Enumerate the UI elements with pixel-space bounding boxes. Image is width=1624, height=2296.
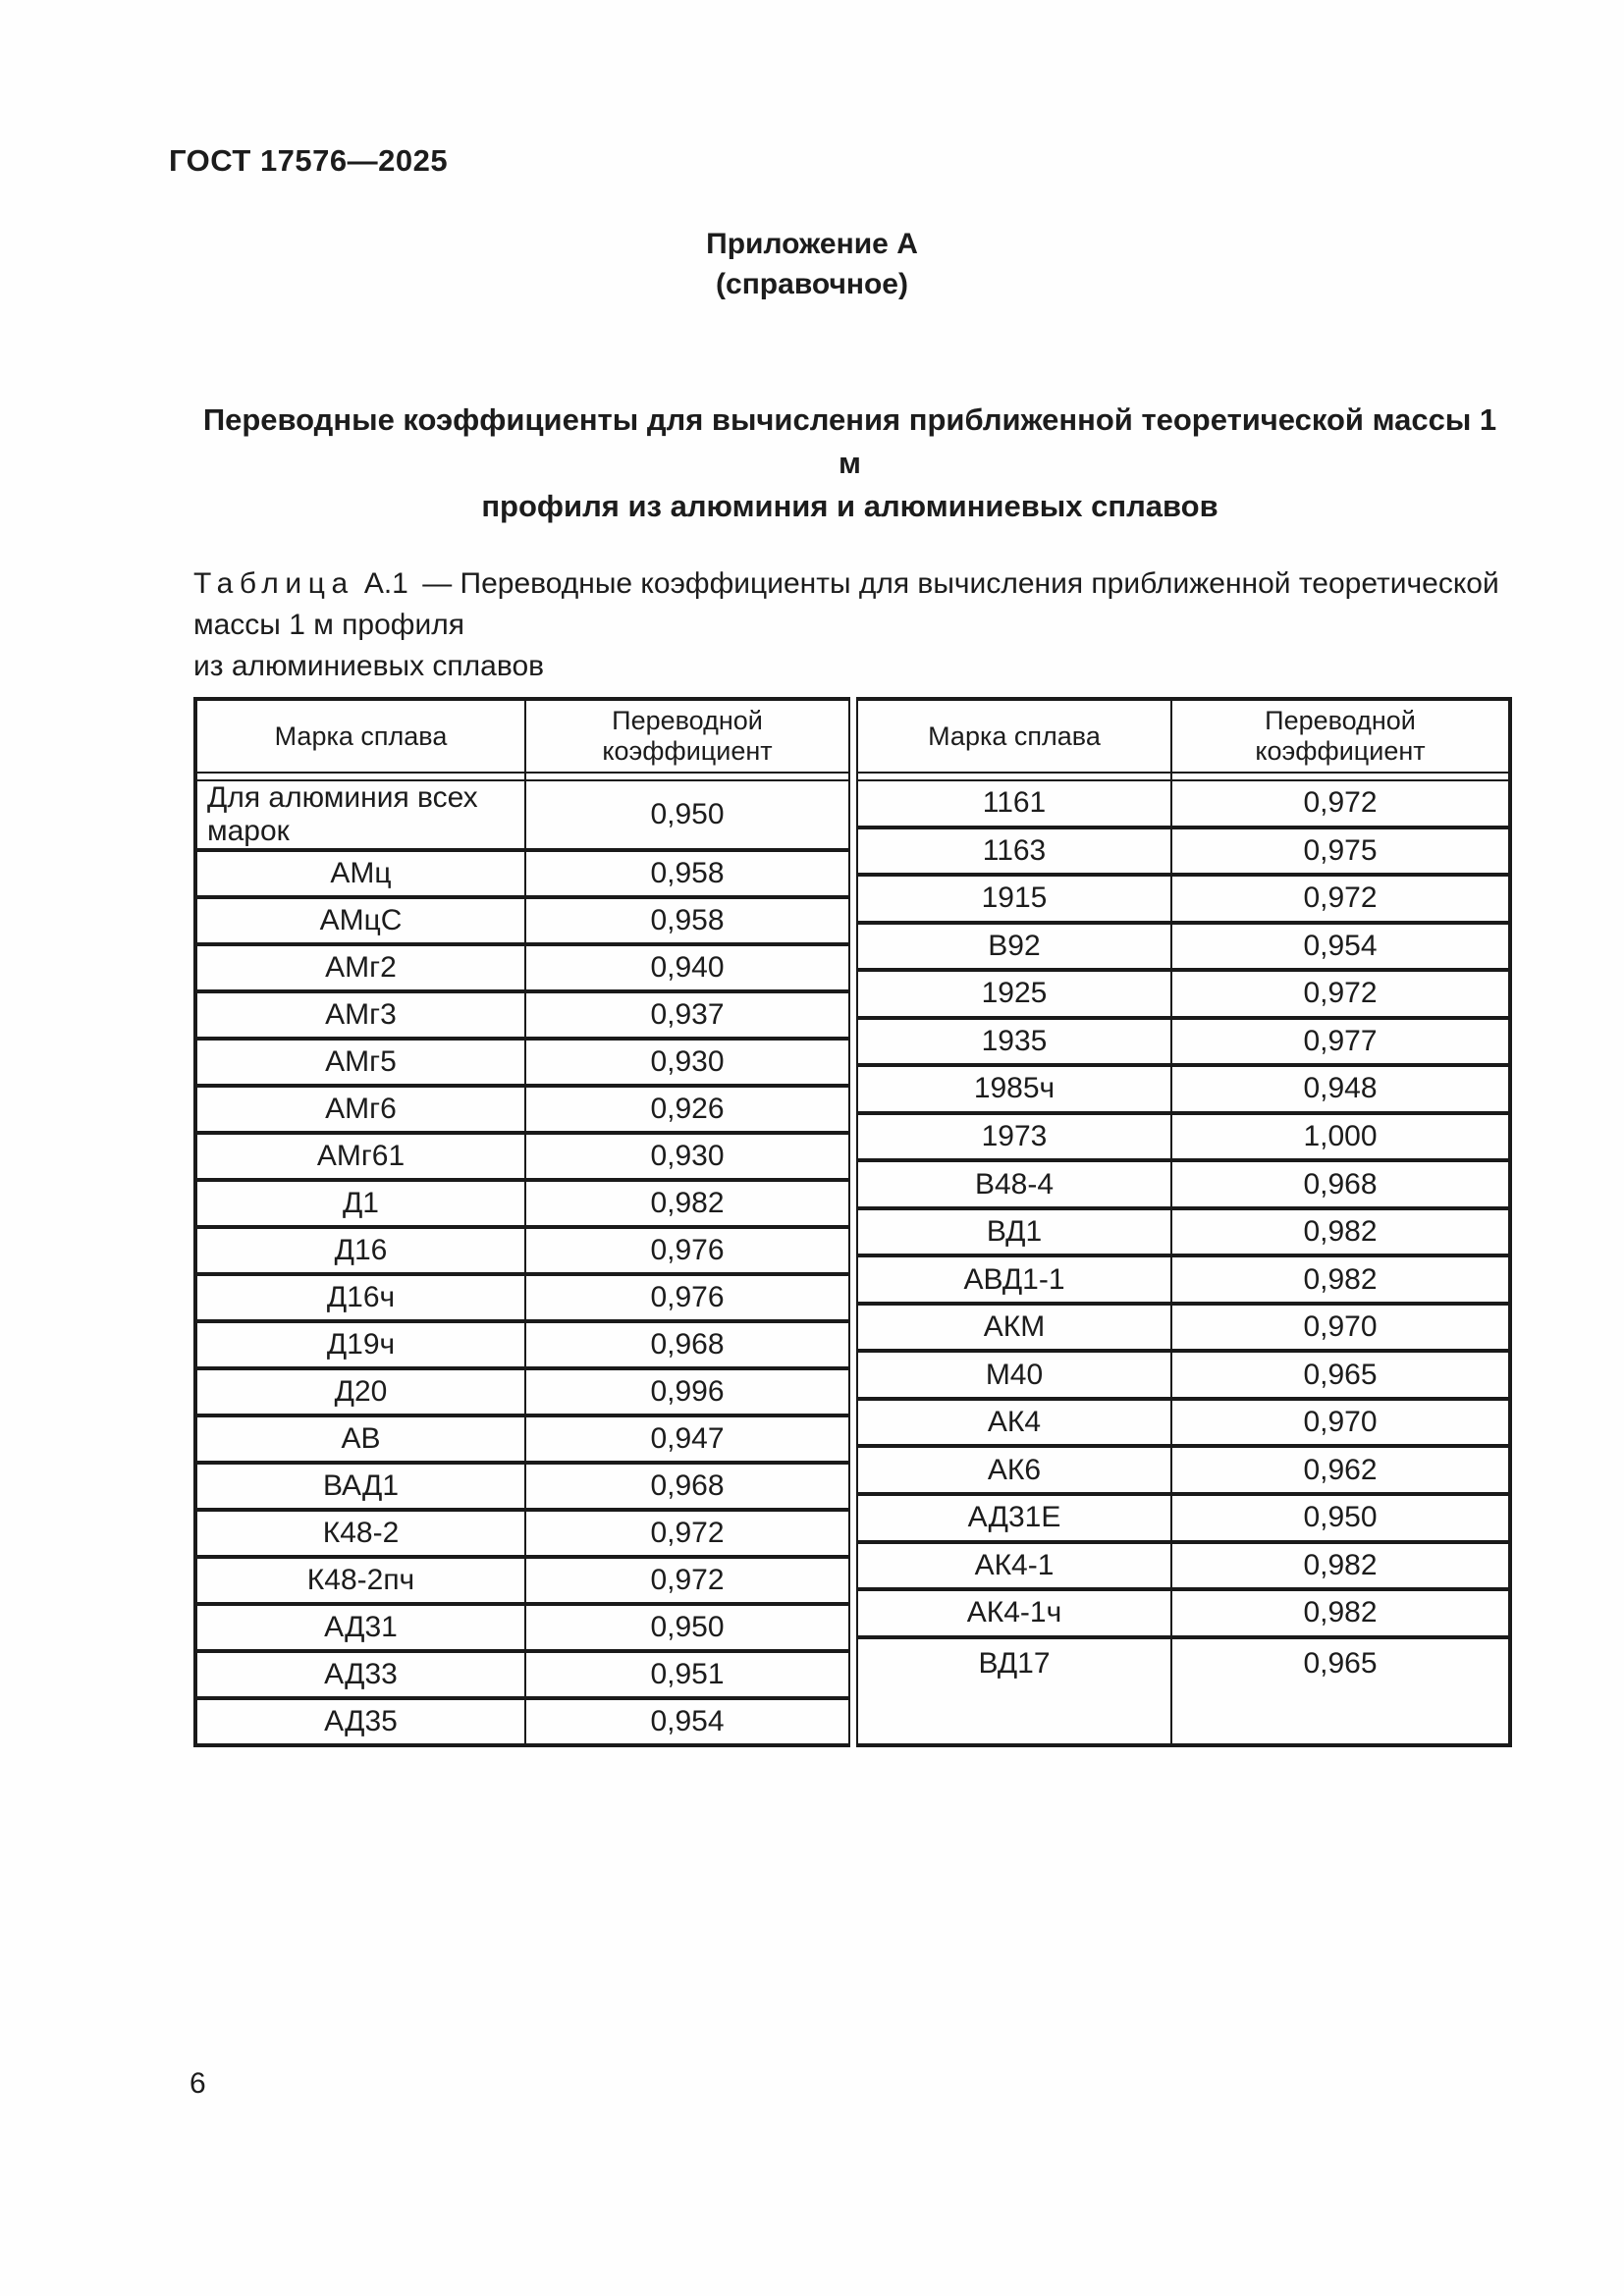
coefficient-cell: 0,930 — [525, 1039, 849, 1086]
alloy-mark-cell: АК4-1 — [857, 1542, 1171, 1590]
table-row — [195, 780, 849, 850]
appendix-heading — [0, 224, 1624, 304]
alloy-mark-cell: В48-4 — [857, 1160, 1171, 1208]
table-row — [195, 1510, 849, 1557]
coefficient-cell: 0,965 — [1171, 1351, 1510, 1399]
alloy-mark-cell: В92 — [857, 923, 1171, 971]
alloy-mark-cell: К48-2пч — [195, 1557, 525, 1604]
coefficient-cell: 0,982 — [1171, 1542, 1510, 1590]
table-row — [195, 991, 849, 1039]
coefficient-cell: 0,972 — [1171, 780, 1510, 828]
table-row — [857, 1208, 1510, 1256]
table-row — [857, 1399, 1510, 1447]
alloy-mark-cell: Д1 — [195, 1180, 525, 1227]
table-row — [195, 1274, 849, 1321]
coefficient-cell: 0,996 — [525, 1368, 849, 1415]
table-row — [857, 1065, 1510, 1113]
column-header-coeff-right: Переводной коэффициент — [1255, 706, 1426, 766]
alloy-mark-cell: АМг61 — [195, 1133, 525, 1180]
coefficient-cell: 0,968 — [1171, 1160, 1510, 1208]
alloy-mark-cell: 1915 — [857, 875, 1171, 923]
table-row — [857, 828, 1510, 876]
alloy-mark-cell: АК4 — [857, 1399, 1171, 1447]
header-separator — [857, 773, 1510, 780]
table-row — [195, 1039, 849, 1086]
coefficient-cell: 0,968 — [525, 1321, 849, 1368]
coefficient-cell: 0,958 — [525, 850, 849, 897]
table-row — [195, 1463, 849, 1510]
table-row — [195, 1415, 849, 1463]
table-row — [195, 897, 849, 944]
table-row — [195, 1651, 849, 1698]
coefficient-cell: 0,977 — [1171, 1018, 1510, 1066]
coefficient-cell: 0,970 — [1171, 1399, 1510, 1447]
coefficient-cell: 0,950 — [525, 1604, 849, 1651]
table-row — [857, 1351, 1510, 1399]
table-caption-number: А.1 — [363, 567, 408, 600]
table-row — [857, 1446, 1510, 1494]
alloy-mark-cell: АМг2 — [195, 944, 525, 991]
alloy-mark-cell: Д16ч — [195, 1274, 525, 1321]
table-row — [195, 1086, 849, 1133]
alloy-mark-cell: ВАД1 — [195, 1463, 525, 1510]
table-row — [195, 1557, 849, 1604]
alloy-mark-cell: АВД1-1 — [857, 1255, 1171, 1304]
table-row — [857, 1304, 1510, 1352]
column-header-mark-right: Марка сплава — [857, 699, 1171, 773]
coefficient-cell: 0,950 — [525, 780, 849, 850]
coefficient-cell: 0,968 — [525, 1463, 849, 1510]
table-row — [195, 1321, 849, 1368]
alloy-mark-cell: АД31 — [195, 1604, 525, 1651]
coefficient-cell: 0,926 — [525, 1086, 849, 1133]
table-caption-line2: из алюминиевых сплавов — [193, 650, 545, 682]
header-row — [195, 699, 849, 773]
table-row — [857, 970, 1510, 1018]
alloy-mark-cell: АК4-1ч — [857, 1589, 1171, 1637]
alloy-mark-cell: 1163 — [857, 828, 1171, 876]
alloy-mark-cell: 1925 — [857, 970, 1171, 1018]
table-caption — [193, 563, 1506, 687]
alloy-mark-cell: Д19ч — [195, 1321, 525, 1368]
coefficient-cell: 0,972 — [1171, 875, 1510, 923]
doc-number: ГОСТ 17576—2025 — [169, 143, 449, 178]
column-header-coeff-left: Переводной коэффициент — [602, 706, 773, 766]
alloy-mark-cell: АК6 — [857, 1446, 1171, 1494]
table-row — [857, 1494, 1510, 1542]
alloy-mark-cell: АВ — [195, 1415, 525, 1463]
coefficient-cell: 0,970 — [1171, 1304, 1510, 1352]
table-row — [195, 1604, 849, 1651]
alloy-mark-cell: АМг3 — [195, 991, 525, 1039]
alloy-mark-cell: ВД17 — [857, 1637, 1171, 1745]
table-row — [857, 1255, 1510, 1304]
table-row — [857, 1589, 1510, 1637]
alloy-mark-cell: 1985ч — [857, 1065, 1171, 1113]
alloy-mark-cell: Д20 — [195, 1368, 525, 1415]
coefficient-cell: 0,976 — [525, 1227, 849, 1274]
table-row — [195, 1698, 849, 1745]
coefficient-cell: 0,962 — [1171, 1446, 1510, 1494]
coefficient-cell: 0,951 — [525, 1651, 849, 1698]
table-row — [195, 944, 849, 991]
conversion-table — [193, 697, 1506, 1747]
page-title-line1: Переводные коэффициенты для вычисления приближенной теоретической массы 1 м — [202, 402, 1497, 480]
alloy-mark-cell: Д16 — [195, 1227, 525, 1274]
header-row — [857, 699, 1510, 773]
appendix-label: Приложение А — [706, 228, 918, 260]
alloy-mark-cell: АД35 — [195, 1698, 525, 1745]
table-row — [857, 1160, 1510, 1208]
alloy-mark-cell: АМцС — [195, 897, 525, 944]
page-title — [193, 399, 1506, 528]
table-row — [857, 923, 1510, 971]
coefficient-cell: 0,950 — [1171, 1494, 1510, 1542]
coefficient-cell: 0,982 — [1171, 1208, 1510, 1256]
table-caption-text: — Переводные коэффициенты для вычисления приближенной теоретической массы 1 м профиля — [193, 567, 1499, 641]
coefficient-cell: 0,972 — [525, 1510, 849, 1557]
table-caption-line1 — [193, 563, 1506, 646]
alloy-mark-cell: 1973 — [857, 1113, 1171, 1161]
alloy-mark-cell: АД31Е — [857, 1494, 1171, 1542]
coefficient-cell: 0,930 — [525, 1133, 849, 1180]
coefficient-cell: 0,937 — [525, 991, 849, 1039]
table-row — [195, 1227, 849, 1274]
coefficient-cell: 0,965 — [1171, 1637, 1510, 1745]
alloy-mark-cell: Для алюминия всех марок — [195, 780, 525, 850]
coefficient-cell: 0,948 — [1171, 1065, 1510, 1113]
coefficient-cell: 1,000 — [1171, 1113, 1510, 1161]
coefficient-cell: 0,958 — [525, 897, 849, 944]
alloy-mark-cell: АМг5 — [195, 1039, 525, 1086]
coefficient-cell: 0,975 — [1171, 828, 1510, 876]
alloy-mark-cell: АД33 — [195, 1651, 525, 1698]
table-row — [857, 1113, 1510, 1161]
table-row — [195, 1133, 849, 1180]
coefficient-cell: 0,976 — [525, 1274, 849, 1321]
table-row — [857, 1018, 1510, 1066]
coefficient-cell: 0,940 — [525, 944, 849, 991]
table-caption-word: Таблица — [193, 567, 354, 600]
table-row — [195, 850, 849, 897]
alloy-mark-cell: АМг6 — [195, 1086, 525, 1133]
coefficient-cell: 0,954 — [525, 1698, 849, 1745]
column-header-mark-left: Марка сплава — [195, 699, 525, 773]
coefficient-cell: 0,982 — [525, 1180, 849, 1227]
table-row — [857, 875, 1510, 923]
coefficient-cell: 0,982 — [1171, 1255, 1510, 1304]
alloy-mark-cell: ВД1 — [857, 1208, 1171, 1256]
table-row — [857, 780, 1510, 828]
page-title-line2: профиля из алюминия и алюминиевых сплавов — [481, 489, 1218, 523]
alloy-mark-cell: М40 — [857, 1351, 1171, 1399]
alloy-table-right — [856, 697, 1512, 1747]
page-number: 6 — [189, 2067, 206, 2100]
header-separator — [195, 773, 849, 780]
table-row — [195, 1180, 849, 1227]
coefficient-cell: 0,972 — [525, 1557, 849, 1604]
alloy-mark-cell: 1935 — [857, 1018, 1171, 1066]
alloy-table-left — [193, 697, 850, 1747]
coefficient-cell: 0,954 — [1171, 923, 1510, 971]
coefficient-cell: 0,947 — [525, 1415, 849, 1463]
alloy-mark-cell: 1161 — [857, 780, 1171, 828]
alloy-mark-cell: АКМ — [857, 1304, 1171, 1352]
alloy-mark-cell: АМц — [195, 850, 525, 897]
table-row — [195, 1368, 849, 1415]
alloy-mark-cell: К48-2 — [195, 1510, 525, 1557]
table-row — [857, 1637, 1510, 1745]
coefficient-cell: 0,972 — [1171, 970, 1510, 1018]
appendix-type: (справочное) — [716, 268, 908, 300]
table-row — [857, 1542, 1510, 1590]
coefficient-cell: 0,982 — [1171, 1589, 1510, 1637]
